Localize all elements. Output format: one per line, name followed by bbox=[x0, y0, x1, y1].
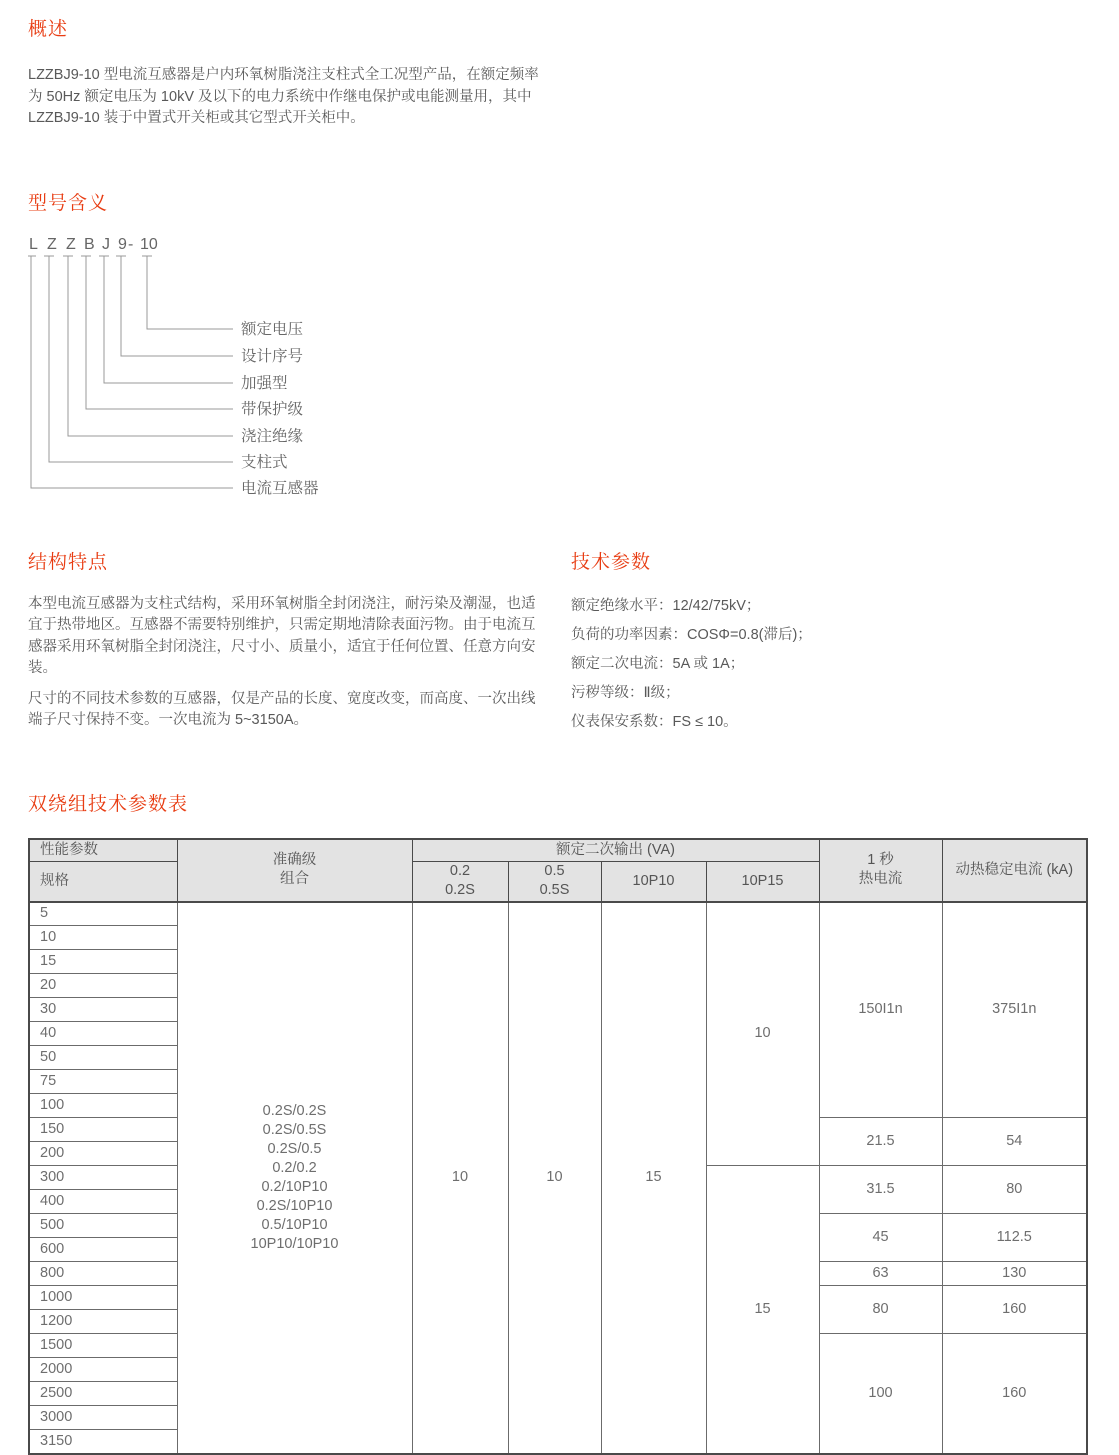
spec-value-cell: 20 bbox=[29, 974, 177, 998]
tech-param-item: 负荷的功率因素：COSΦ=0.8(滞后)； bbox=[571, 626, 812, 643]
technical-parameters-title: 技术参数 bbox=[571, 551, 652, 573]
dynamic-current-cell: 112.5 bbox=[942, 1214, 1087, 1262]
model-letter: J bbox=[102, 235, 110, 253]
features-parameters-section bbox=[28, 547, 1089, 737]
technical-parameters-list bbox=[571, 592, 1089, 737]
model-letter: 9 bbox=[118, 235, 127, 253]
model-connector-line bbox=[99, 256, 233, 383]
model-label: 加强型 bbox=[241, 374, 288, 392]
section-model-meaning bbox=[28, 188, 1089, 501]
header-class-0.2: 0.2 0.2S bbox=[412, 862, 508, 902]
spec-value-cell: 500 bbox=[29, 1214, 177, 1238]
tech-param-item: 污秽等级：Ⅱ级； bbox=[571, 684, 680, 701]
spec-value-cell: 2500 bbox=[29, 1382, 177, 1406]
spec-value-cell: 1500 bbox=[29, 1334, 177, 1358]
winding-parameters-table bbox=[28, 838, 1088, 1455]
overview-paragraph: LZZBJ9-10 型电流互感器是户内环氧树脂浇注支柱式全工况型产品，在额定频率为 50Hz 额定电压为 10kV 及以下的电力系统中作继电保护或电能测量用，其中 LZZBJ9-10 装于中置式开关柜或其它型式开关柜中。 bbox=[28, 67, 539, 126]
tech-param-item: 额定绝缘水平：12/42/75kV； bbox=[571, 597, 761, 614]
dynamic-current-cell: 375I1n bbox=[942, 902, 1087, 1118]
model-letter: L bbox=[29, 235, 38, 253]
header-rated-secondary-output: 额定二次输出 (VA) bbox=[412, 839, 819, 862]
spec-value-cell: 2000 bbox=[29, 1358, 177, 1382]
spec-value-cell: 300 bbox=[29, 1166, 177, 1190]
output-10p15-cell: 10 bbox=[706, 902, 819, 1166]
spec-value-cell: 15 bbox=[29, 950, 177, 974]
spec-value-cell: 75 bbox=[29, 1070, 177, 1094]
tech-param-item: 额定二次电流：5A 或 1A； bbox=[571, 655, 745, 672]
spec-value-cell: 150 bbox=[29, 1118, 177, 1142]
spec-value-cell: 100 bbox=[29, 1094, 177, 1118]
model-label: 设计序号 bbox=[241, 347, 304, 365]
header-1s-thermal-current: 1 秒 热电流 bbox=[819, 839, 942, 902]
spec-value-cell: 1200 bbox=[29, 1310, 177, 1334]
thermal-current-cell: 80 bbox=[819, 1286, 942, 1334]
header-class-0.5: 0.5 0.5S bbox=[508, 862, 601, 902]
model-label: 浇注绝缘 bbox=[241, 427, 304, 445]
header-class-10p10: 10P10 bbox=[601, 862, 706, 902]
spec-table-body bbox=[29, 902, 1087, 1454]
section-technical-parameters bbox=[571, 547, 1089, 737]
model-connector-line bbox=[142, 256, 233, 329]
model-letter: 10 bbox=[140, 235, 158, 253]
model-letter: B bbox=[84, 235, 95, 253]
header-performance-spec bbox=[29, 839, 177, 902]
spec-value-cell: 400 bbox=[29, 1190, 177, 1214]
spec-value-cell: 50 bbox=[29, 1046, 177, 1070]
spec-value-cell: 600 bbox=[29, 1238, 177, 1262]
thermal-current-cell: 63 bbox=[819, 1262, 942, 1286]
model-meaning-title: 型号含义 bbox=[28, 192, 109, 214]
spec-value-cell: 1000 bbox=[29, 1286, 177, 1310]
output-0.2-cell: 10 bbox=[412, 902, 508, 1454]
structure-features-title: 结构特点 bbox=[28, 551, 109, 573]
spec-value-cell: 3150 bbox=[29, 1430, 177, 1454]
model-label: 支柱式 bbox=[241, 453, 288, 471]
output-10p10-cell: 15 bbox=[601, 902, 706, 1454]
dynamic-current-cell: 160 bbox=[942, 1286, 1087, 1334]
structure-paragraph-1: 本型电流互感器为支柱式结构，采用环氧树脂全封闭浇注，耐污染及潮湿，也适宜于热带地区。互感器不需要特别维护，只需定期地清除表面污物。由于电流互感器采用环氧树脂全封闭浇注，尺寸小、质量小，适宜于任何位置、任意方向安装。 bbox=[28, 595, 536, 676]
model-letter: - bbox=[128, 235, 134, 253]
table-header bbox=[29, 839, 1087, 902]
model-label: 额定电压 bbox=[241, 320, 304, 338]
thermal-current-cell: 31.5 bbox=[819, 1166, 942, 1214]
thermal-current-cell: 150I1n bbox=[819, 902, 942, 1118]
spec-value-cell: 10 bbox=[29, 926, 177, 950]
header-accuracy-combination: 准确级 组合 bbox=[177, 839, 412, 902]
tech-param-item: 仪表保安系数：FS ≤ 10。 bbox=[571, 713, 738, 730]
output-10p15-cell: 15 bbox=[706, 1166, 819, 1454]
model-connector-line bbox=[44, 256, 233, 462]
model-code-diagram bbox=[28, 229, 478, 501]
spec-value-cell: 40 bbox=[29, 1022, 177, 1046]
overview-title: 概述 bbox=[28, 19, 69, 40]
thermal-current-cell: 45 bbox=[819, 1214, 942, 1262]
dynamic-current-cell: 54 bbox=[942, 1118, 1087, 1166]
section-winding-table bbox=[28, 789, 1089, 1455]
spec-value-cell: 30 bbox=[29, 998, 177, 1022]
table-row bbox=[29, 902, 1087, 926]
model-letter: Z bbox=[47, 235, 57, 253]
header-class-10p15: 10P15 bbox=[706, 862, 819, 902]
accuracy-combination-cell: 0.2S/0.2S 0.2S/0.5S 0.2S/0.5 0.2/0.2 0.2/10P10 0.2S/10P10 0.5/10P10 10P10/10P10 bbox=[177, 902, 412, 1454]
header-spec: 规格 bbox=[40, 872, 69, 889]
spec-value-cell: 200 bbox=[29, 1142, 177, 1166]
model-label: 带保护级 bbox=[241, 400, 304, 418]
model-connector-line bbox=[28, 256, 233, 488]
spec-value-cell: 3000 bbox=[29, 1406, 177, 1430]
section-overview bbox=[28, 14, 1089, 130]
model-label: 电流互感器 bbox=[241, 479, 319, 497]
spec-value-cell: 800 bbox=[29, 1262, 177, 1286]
dynamic-current-cell: 160 bbox=[942, 1334, 1087, 1454]
header-performance-param: 性能参数 bbox=[30, 840, 177, 862]
section-structure-features bbox=[28, 547, 541, 737]
spec-value-cell: 5 bbox=[29, 902, 177, 926]
model-letter: Z bbox=[66, 235, 76, 253]
dynamic-current-cell: 130 bbox=[942, 1262, 1087, 1286]
thermal-current-cell: 21.5 bbox=[819, 1118, 942, 1166]
structure-paragraph-2: 尺寸的不同技术参数的互感器，仅是产品的长度、宽度改变，而高度、一次出线端子尺寸保持不变。一次电流为 5~3150A。 bbox=[28, 690, 536, 728]
model-connector-line bbox=[116, 256, 233, 356]
dynamic-current-cell: 80 bbox=[942, 1166, 1087, 1214]
thermal-current-cell: 100 bbox=[819, 1334, 942, 1454]
winding-table-title: 双绕组技术参数表 bbox=[28, 793, 189, 815]
output-0.5-cell: 10 bbox=[508, 902, 601, 1454]
header-dynamic-stability-current: 动热稳定电流 (kA) bbox=[942, 839, 1087, 902]
